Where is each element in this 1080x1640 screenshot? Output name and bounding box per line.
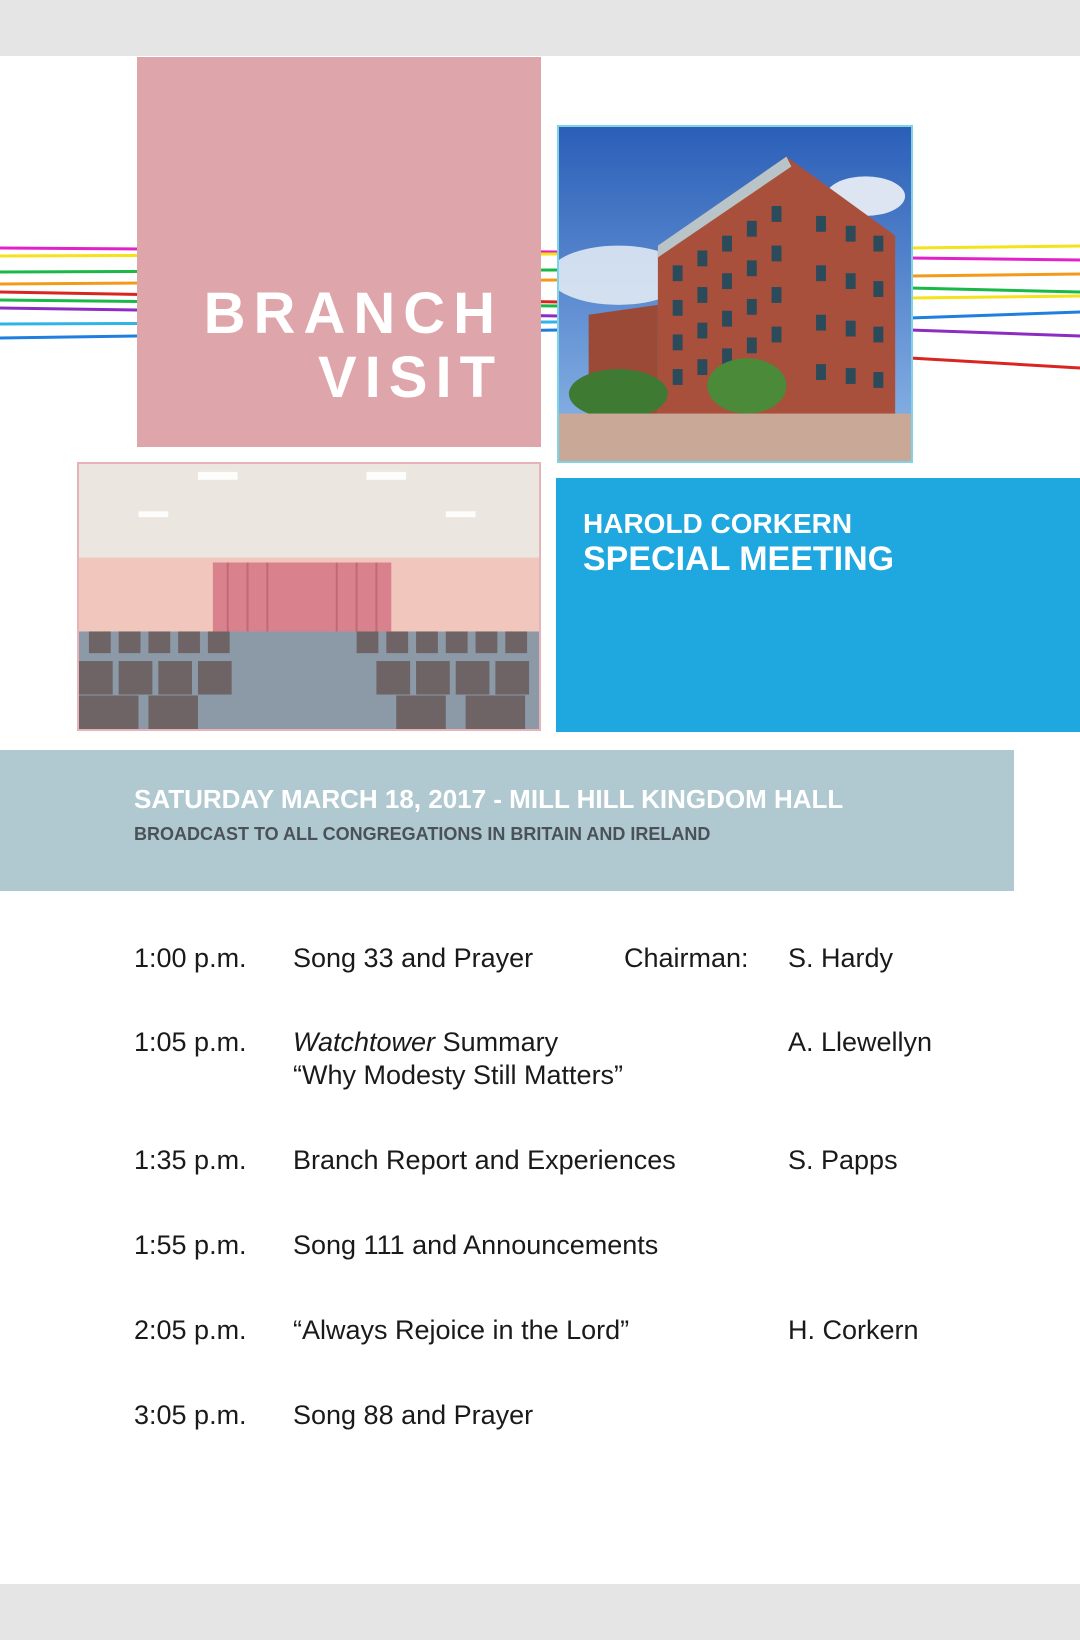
- schedule-title-italic: Watchtower: [293, 1027, 436, 1057]
- schedule-title: Branch Report and Experiences: [293, 1145, 676, 1175]
- schedule-speaker: S. Papps: [788, 1145, 898, 1175]
- schedule-time: 1:05 p.m.: [134, 1027, 247, 1057]
- schedule-time: 2:05 p.m.: [134, 1315, 247, 1345]
- schedule-speaker: A. Llewellyn: [788, 1027, 933, 1057]
- chairman-label: Chairman:: [624, 943, 749, 973]
- title-line1: BRANCH: [203, 281, 503, 346]
- schedule-title: “Always Rejoice in the Lord”: [293, 1315, 630, 1345]
- speaker-name: HAROLD CORKERN: [583, 508, 853, 539]
- hall-interior-photo: [77, 462, 541, 731]
- speaker-block: [556, 478, 1080, 732]
- schedule-time: 1:55 p.m.: [134, 1230, 247, 1260]
- bottom-margin-band: [0, 1584, 1080, 1640]
- schedule-time: 1:35 p.m.: [134, 1145, 247, 1175]
- schedule-title: Song 88 and Prayer: [293, 1400, 534, 1430]
- schedule-title: Song 111 and Announcements: [293, 1230, 659, 1260]
- title-block: [137, 57, 541, 447]
- title-line2: VISIT: [317, 345, 503, 410]
- broadcast-note: BROADCAST TO ALL CONGREGATIONS IN BRITAIN AND IRELAND: [134, 824, 711, 844]
- schedule-title-line2: “Why Modesty Still Matters”: [293, 1060, 624, 1090]
- schedule-title: Song 33 and Prayer: [293, 943, 534, 973]
- schedule-speaker: H. Corkern: [788, 1315, 919, 1345]
- schedule-title: [293, 1027, 558, 1058]
- schedule-time: 3:05 p.m.: [134, 1400, 247, 1430]
- meeting-subtitle: SPECIAL MEETING: [583, 540, 895, 578]
- building-photo: [557, 125, 913, 463]
- schedule-time: 1:00 p.m.: [134, 943, 247, 973]
- event-banner: [0, 750, 1014, 891]
- event-date-location: SATURDAY MARCH 18, 2017 - MILL HILL KINGDOM HALL: [134, 784, 844, 814]
- schedule-title-rest: Summary: [435, 1027, 559, 1057]
- schedule-speaker: S. Hardy: [788, 943, 894, 973]
